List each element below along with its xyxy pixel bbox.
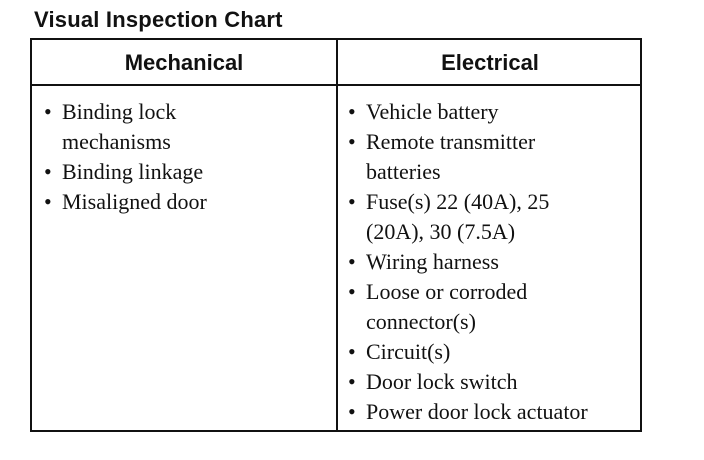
electrical-item xyxy=(344,247,644,277)
electrical-item xyxy=(344,277,644,337)
bullet-icon: • xyxy=(348,99,356,124)
item-text-line: batteries xyxy=(366,159,441,184)
bullet-icon: • xyxy=(44,189,52,214)
electrical-item xyxy=(344,187,644,247)
mechanical-item xyxy=(40,187,330,217)
item-text-line: Circuit(s) xyxy=(366,339,451,364)
item-text-line: Misaligned door xyxy=(62,189,207,214)
item-text-line: Binding linkage xyxy=(62,159,204,184)
electrical-list xyxy=(344,97,644,427)
item-text-line: Power door lock actuator xyxy=(366,399,588,424)
bullet-icon: • xyxy=(348,249,356,274)
item-text-line: Fuse(s) 22 (40A), 25 xyxy=(366,189,550,214)
electrical-item xyxy=(344,97,644,127)
chart-title: Visual Inspection Chart xyxy=(34,7,283,32)
mechanical-item xyxy=(40,97,330,157)
bullet-icon: • xyxy=(348,129,356,154)
bullet-icon: • xyxy=(348,369,356,394)
bullet-icon: • xyxy=(348,189,356,214)
inspection-table xyxy=(30,38,642,432)
bullet-icon: • xyxy=(348,279,356,304)
item-text-line: Binding lock xyxy=(62,99,177,124)
bullet-icon: • xyxy=(44,159,52,184)
electrical-header: Electrical xyxy=(441,50,539,75)
item-text-line: Wiring harness xyxy=(366,249,499,274)
item-text-line: mechanisms xyxy=(62,129,171,154)
mechanical-list xyxy=(40,97,330,217)
electrical-item xyxy=(344,337,644,367)
mechanical-header: Mechanical xyxy=(124,50,244,75)
item-text-line: (20A), 30 (7.5A) xyxy=(366,219,516,244)
electrical-item xyxy=(344,127,644,187)
item-text-line: Vehicle battery xyxy=(366,99,499,124)
header-divider xyxy=(32,84,640,86)
electrical-item xyxy=(344,367,644,397)
item-text-line: Door lock switch xyxy=(366,369,518,394)
bullet-icon: • xyxy=(44,99,52,124)
item-text-line: Loose or corroded xyxy=(366,279,528,304)
mechanical-item xyxy=(40,157,330,187)
item-text-line: connector(s) xyxy=(366,309,476,334)
column-divider xyxy=(336,40,338,430)
electrical-item xyxy=(344,397,644,427)
bullet-icon: • xyxy=(348,339,356,364)
bullet-icon: • xyxy=(348,399,356,424)
item-text-line: Remote transmitter xyxy=(366,129,536,154)
